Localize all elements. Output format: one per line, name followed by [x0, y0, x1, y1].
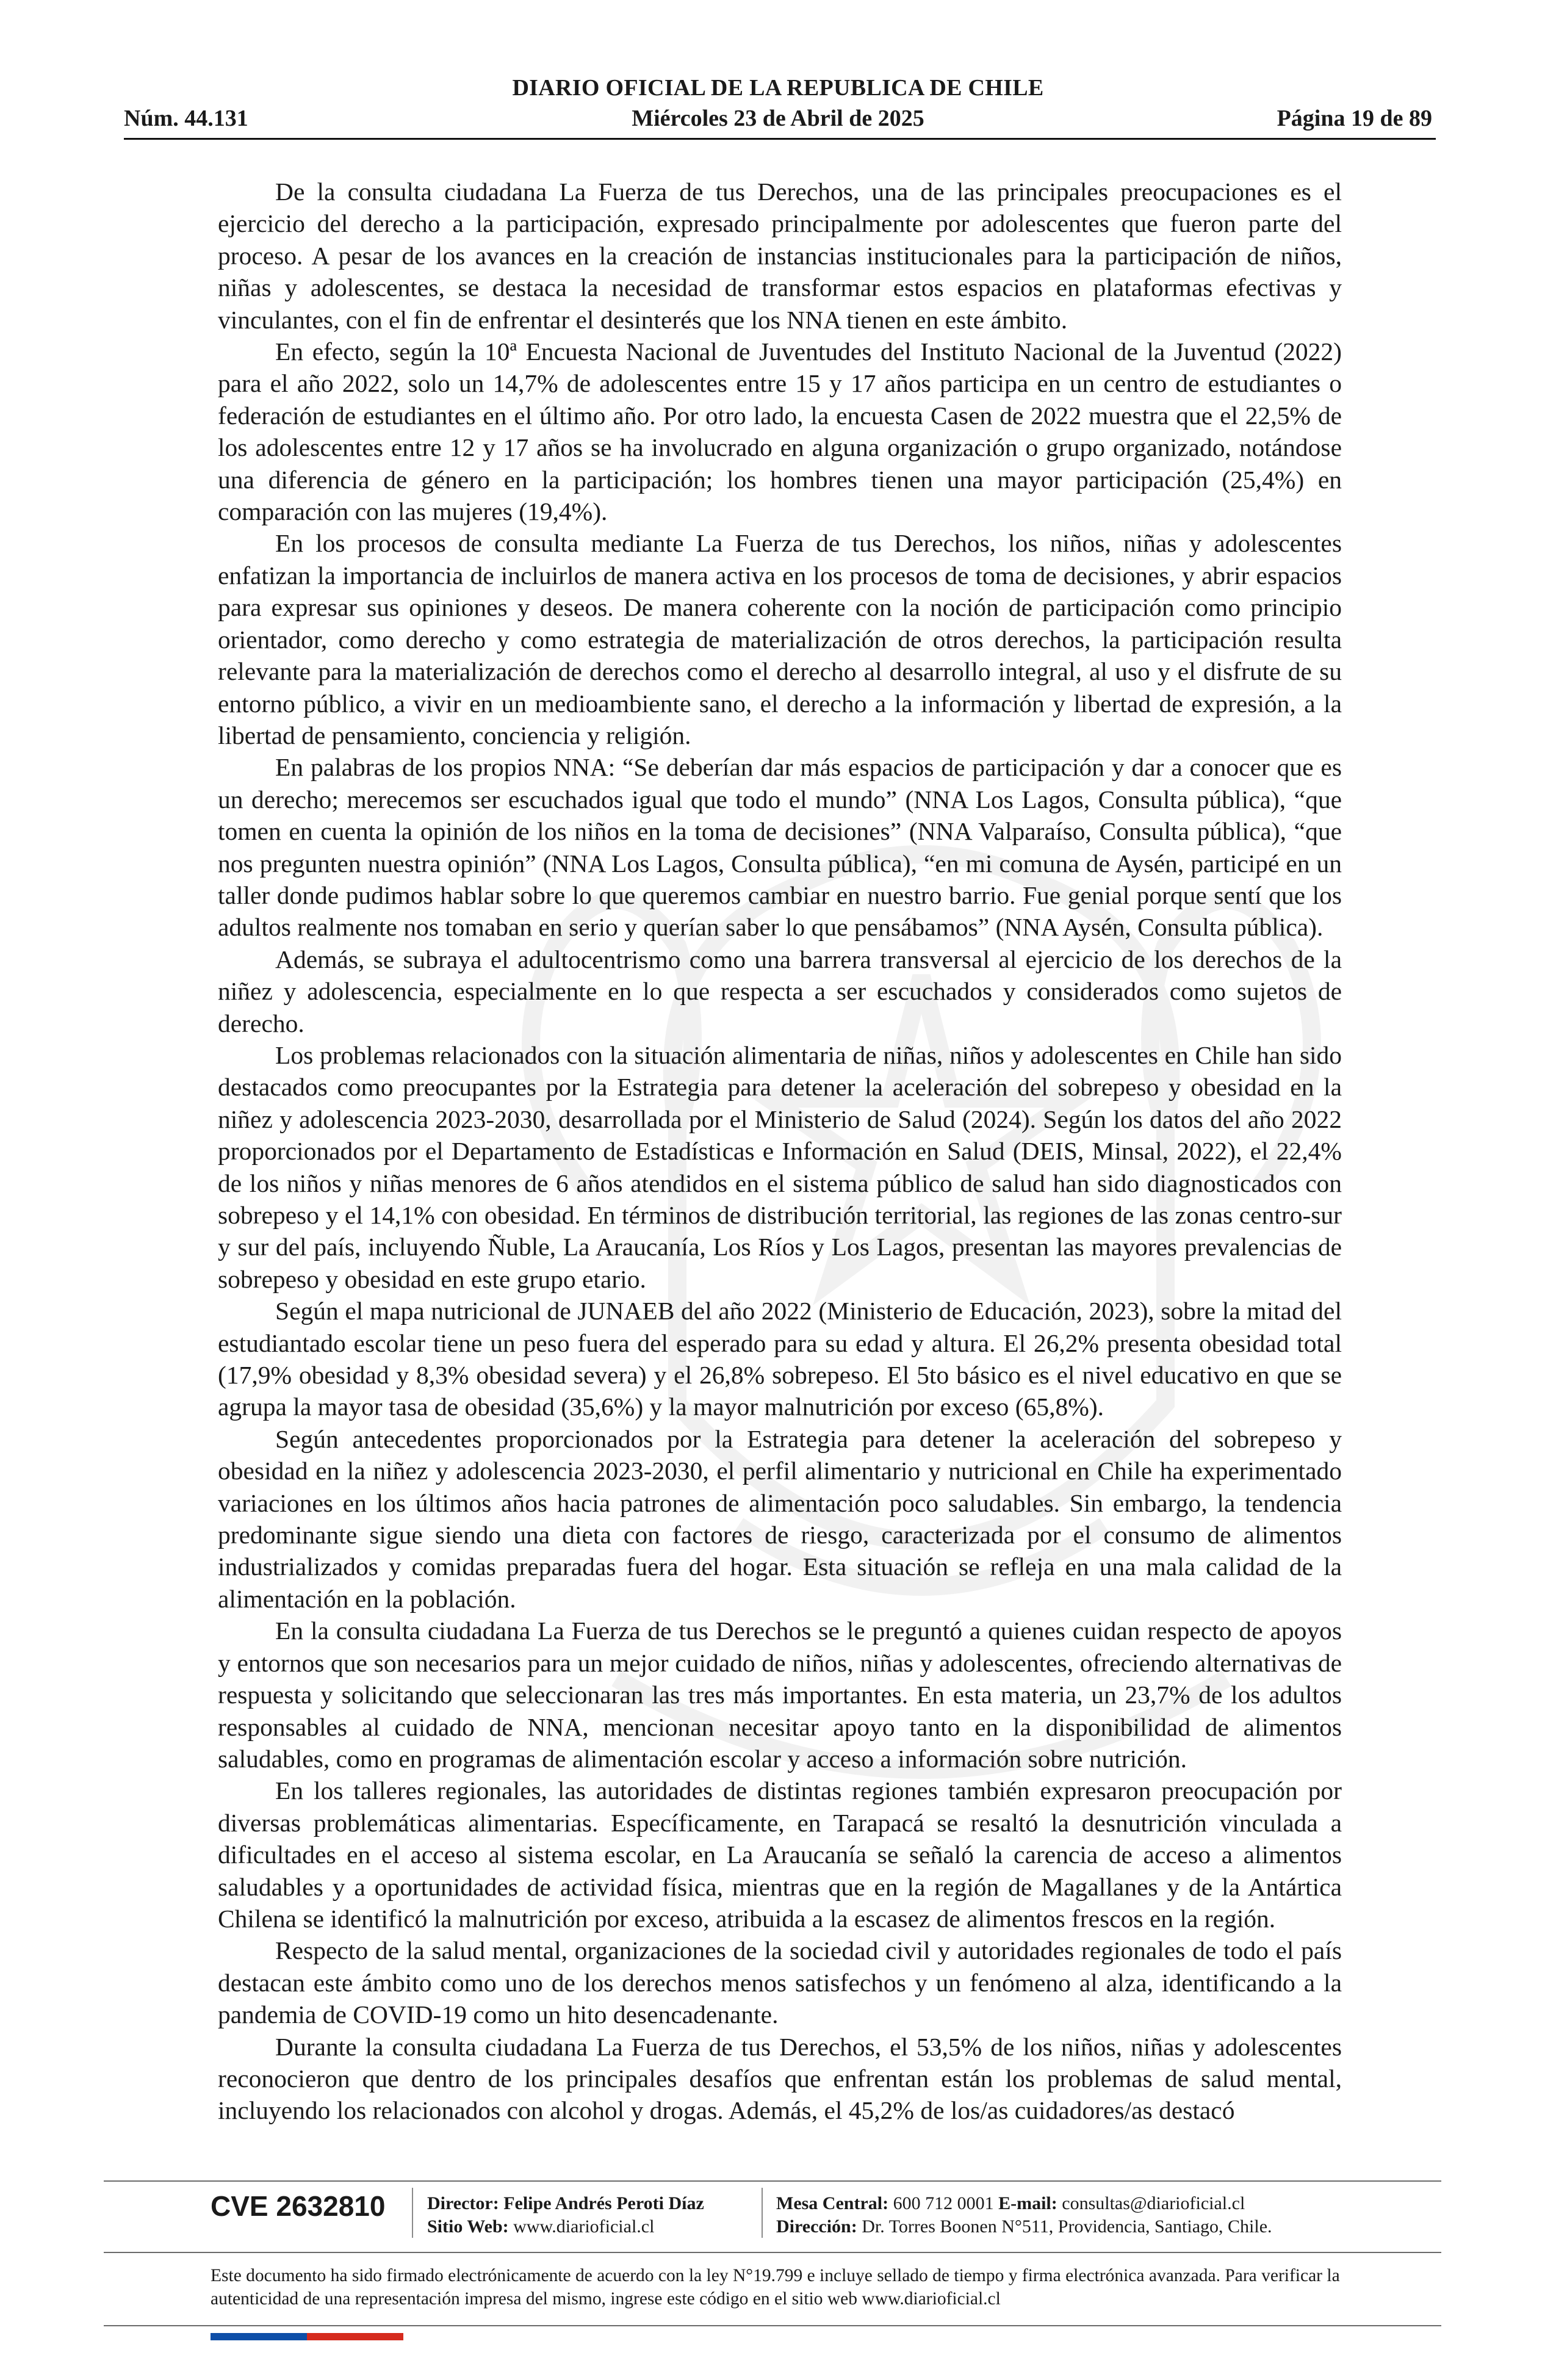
- paragraph: En efecto, según la 10ª Encuesta Nacional de Juventudes del Instituto Nacional de la Juventud (2022) para el año 2022, solo un 14,7% de adolescentes entre 15 y 17 años participa en un centro de estudiantes o federación de estudiantes en el último año. Por otro lado, la encuesta Casen de 2022 muestra que el 22,5% de los adolescentes entre 12 y 17 años se ha involucrado en alguna organización o grupo organizado, notándose una diferencia de género en la participación; los hombres tienen una mayor participación (25,4%) en comparación con las mujeres (19,4%).: [218, 337, 1342, 526]
- issue-date: Miércoles 23 de Abril de 2025: [632, 106, 924, 131]
- website-label: Sitio Web:: [427, 2216, 509, 2237]
- paragraph: Respecto de la salud mental, organizaciones de la sociedad civil y autoridades regionales de todo el país destacan este ámbito como uno de los derechos menos satisfechos y un fenómeno al alza, identificando a la pandemia de COVID-19 como un hito desencadenante.: [218, 1936, 1342, 2029]
- newspaper-title: DIARIO OFICIAL DE LA REPUBLICA DE CHILE: [512, 75, 1044, 101]
- address-line: [776, 2215, 1272, 2238]
- paragraph: Los problemas relacionados con la situación alimentaria de niñas, niños y adolescentes en Chile han sido destacados como preocupantes por la Estrategia para detener la aceleración del sobrepeso y obesidad en la niñez y adolescencia 2023-2030, desarrollada por el Ministerio de Salud (2024). Según los datos del año 2022 proporcionados por el Departamento de Estadísticas e Información en Salud (DEIS, Minsal, 2022), el 22,4% de los niños y niñas menores de 6 años atendidos en el sistema público de salud han sido diagnosticados con sobrepeso y el 14,1% con obesidad. En términos de distribución territorial, las regiones de las zonas centro-sur y sur del país, incluyendo Ñuble, La Araucanía, Los Ríos y Los Lagos, presentan las mayores prevalencias de sobrepeso y obesidad en este grupo etario.: [218, 1040, 1342, 1293]
- website-link[interactable]: www.diarioficial.cl: [513, 2216, 655, 2237]
- paragraph: En palabras de los propios NNA: “Se deberían dar más espacios de participación y dar a conocer que es un derecho; merecemos ser escuchados igual que todo el mundo” (NNA Los Lagos, Consulta pública), “que tomen en cuenta la opinión de los niños en la toma de decisiones” (NNA Valparaíso, Consulta pública), “que nos pregunten nuestra opinión” (NNA Los Lagos, Consulta pública), “en mi comuna de Aysén, participé en un taller donde pudimos hablar sobre lo que queremos cambiar en nuestro barrio. Fue genial porque sentí que los adultos realmente nos tomaban en serio y querían saber lo que pensábamos” (NNA Aysén, Consulta pública).: [218, 753, 1342, 942]
- paragraph: En los procesos de consulta mediante La Fuerza de tus Derechos, los niños, niñas y adolescentes enfatizan la importancia de incluirlos de manera activa en los procesos de toma de decisiones, y abrir espacios para expresar sus opiniones y deseos. De manera coherente con la noción de participación como principio orientador, como derecho y como estrategia de materialización de otros derechos, la participación resulta relevante para la materialización de derechos como el derecho al desarrollo integral, al uso y el disfrute de su entorno público, a vivir en un medioambiente sano, el derecho a la información y libertad de expresión, a la libertad de pensamiento, conciencia y religión.: [218, 529, 1342, 749]
- director-label: Director:: [427, 2193, 499, 2213]
- flag-stripe: [211, 2333, 403, 2340]
- flag-red-segment: [307, 2333, 403, 2340]
- director-line: [427, 2192, 704, 2215]
- paragraph: Según el mapa nutricional de JUNAEB del año 2022 (Ministerio de Educación, 2023), sobre la mitad del estudiantado escolar tiene un peso fuera del esperado para su edad y altura. El 26,2% presenta obesidad total (17,9% obesidad y 8,3% obesidad severa) y el 26,8% sobrepeso. El 5to básico es el nivel educativo en que se agrupa la mayor tasa de obesidad (35,6%) y la mayor malnutrición por exceso (65,8%).: [218, 1297, 1342, 1421]
- director-name: Felipe Andrés Peroti Díaz: [503, 2193, 704, 2213]
- contact-line: [776, 2192, 1245, 2215]
- page-number: Página 19 de 89: [1277, 106, 1432, 131]
- footer-bottom-divider: [104, 2325, 1441, 2326]
- address-label: Dirección:: [776, 2216, 857, 2237]
- phone-number: 600 712 0001: [893, 2193, 994, 2213]
- paragraph: De la consulta ciudadana La Fuerza de tus Derechos, una de las principales preocupaciones es el ejercicio del derecho a la participación, expresado principalmente por adolescentes que fueron parte del proceso. A pesar de los avances en la creación de instancias institucionales para la participación de niños, niñas y adolescentes, se destaca la necesidad de transformar estos espacios en plataformas efectivas y vinculantes, con el fin de enfrentar el desinterés que los NNA tienen en este ámbito.: [218, 178, 1342, 334]
- cve-code: CVE 2632810: [211, 2190, 386, 2222]
- flag-blue-segment: [211, 2333, 307, 2340]
- address-text: Dr. Torres Boonen N°511, Providencia, Santiago, Chile.: [862, 2216, 1272, 2237]
- footer-top-divider: [104, 2180, 1441, 2182]
- email-link[interactable]: consultas@diarioficial.cl: [1062, 2193, 1245, 2213]
- paragraph: Además, se subraya el adultocentrismo como una barrera transversal al ejercicio de los derechos de la niñez y adolescencia, especialmente en lo que respecta a ser escuchados y considerados como sujetos de derecho.: [218, 945, 1342, 1037]
- legal-notice: Este documento ha sido firmado electrónicamente de acuerdo con la ley N°19.799 e incluye sellado de tiempo y firma electrónica avanzada. Para verificar la autenticidad de una representación impresa del mismo, ingrese este código en el sitio web www.diarioficial.cl: [211, 2266, 1340, 2309]
- phone-label: Mesa Central:: [776, 2193, 889, 2213]
- website-line: [427, 2215, 654, 2238]
- paragraph: Según antecedentes proporcionados por la Estrategia para detener la aceleración del sobrepeso y obesidad en la niñez y adolescencia 2023-2030, el perfil alimentario y nutricional en Chile ha experimentado variaciones en los últimos años hacia patrones de alimentación poco saludables. Sin embargo, la tendencia predominante sigue siendo una dieta con factores de riesgo, caracterizada por el consumo de alimentos industrializados y comidas preparadas fuera del hogar. Esta situación se refleja en una mala calidad de la alimentación en la población.: [218, 1424, 1342, 1613]
- header-divider: [124, 138, 1436, 140]
- article-body: [218, 176, 1342, 2127]
- paragraph: Durante la consulta ciudadana La Fuerza de tus Derechos, el 53,5% de los niños, niñas y adolescentes reconocieron que dentro de los principales desafíos que enfrentan están los problemas de salud mental, incluyendo los relacionados con alcohol y drogas. Además, el 45,2% de los/as cuidadores/as destacó: [218, 2032, 1342, 2125]
- paragraph: En los talleres regionales, las autoridades de distintas regiones también expresaron preocupación por diversas problemáticas alimentarias. Específicamente, en Tarapacá se resaltó la desnutrición vinculada a dificultades en el acceso al sistema escolar, en La Araucanía se señaló la carencia de acceso a alimentos saludables y a oportunidades de actividad física, mientras que en la región de Magallanes y de la Antártica Chilena se identificó la malnutrición por exceso, atribuida a la escasez de alimentos frescos en la región.: [218, 1776, 1342, 1933]
- issue-number: Núm. 44.131: [124, 106, 248, 131]
- footer-middle-divider: [104, 2252, 1441, 2253]
- footer-separator: [412, 2188, 413, 2238]
- paragraph: En la consulta ciudadana La Fuerza de tus Derechos se le preguntó a quienes cuidan respecto de apoyos y entornos que son necesarios para un mejor cuidado de niños, niñas y adolescentes, ofreciendo alternativas de respuesta y solicitando que seleccionaran las tres más importantes. En esta materia, un 23,7% de los adultos responsables al cuidado de NNA, mencionan necesitar apoyo tanto en la disponibilidad de alimentos saludables, como en programas de alimentación escolar y acceso a información sobre nutrición.: [218, 1617, 1342, 1773]
- footer-separator: [762, 2188, 763, 2238]
- email-label: E-mail:: [998, 2193, 1057, 2213]
